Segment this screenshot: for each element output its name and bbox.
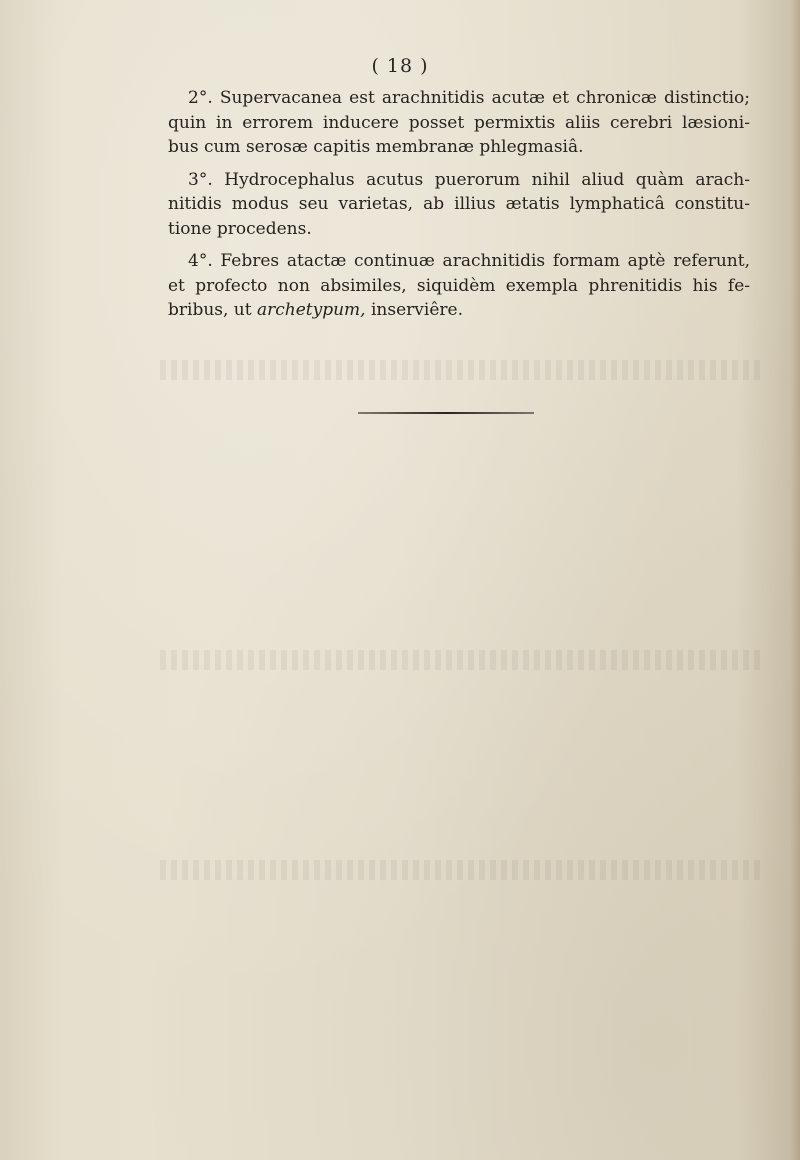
page-edge-shadow xyxy=(790,0,800,1160)
paragraph-4 xyxy=(168,249,750,323)
show-through-texture xyxy=(160,860,760,880)
body-text xyxy=(168,86,750,331)
text-run: inserviêre. xyxy=(365,300,463,320)
italic-word: archetypum, xyxy=(257,300,366,320)
text-run: bribus, ut xyxy=(168,300,257,320)
paragraph-2 xyxy=(168,86,750,160)
paragraph-3 xyxy=(168,168,750,242)
show-through-texture xyxy=(160,650,760,670)
text-line: tione procedens. xyxy=(168,218,312,239)
text-line: nitidis modus seu varietas, ab illius ætatis lymphaticâ constitu- xyxy=(168,194,750,214)
text-line: et profecto non absimiles, siquidèm exempla phrenitidis his fe- xyxy=(168,275,750,296)
text-line: quin in errorem inducere posset permixtis aliis cerebri læsioni- xyxy=(168,112,750,133)
text-line xyxy=(168,298,750,323)
text-line: 4°. Febres atactæ continuæ arachnitidis formam aptè referunt, xyxy=(188,251,750,271)
text-line: bus cum serosæ capitis membranæ phlegmasiâ. xyxy=(168,137,584,157)
text-line: 3°. Hydrocephalus acutus puerorum nihil aliud quàm arach- xyxy=(188,169,750,190)
text-line: 2°. Supervacanea est arachnitidis acutæ et chronicæ distinctio; xyxy=(188,88,750,108)
section-divider-rule xyxy=(358,412,534,414)
show-through-texture xyxy=(160,360,760,380)
page-number: ( 18 ) xyxy=(371,55,429,77)
